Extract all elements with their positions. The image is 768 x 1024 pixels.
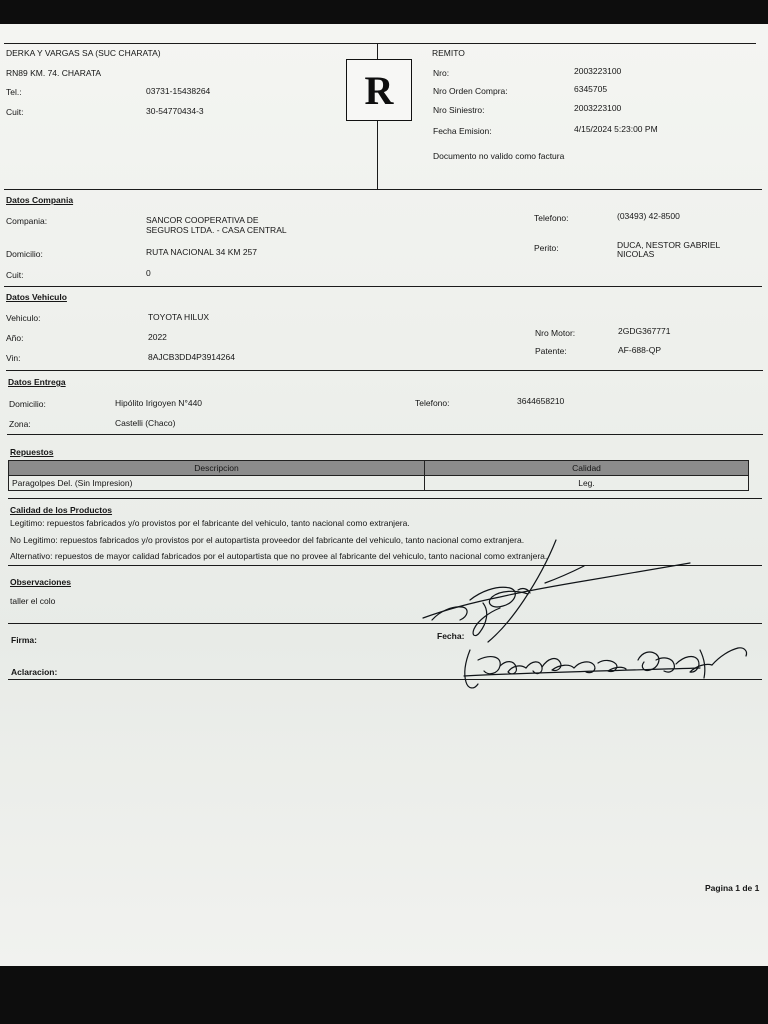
observaciones-text: taller el colo [10, 596, 56, 606]
remito-siniestro: 2003223100 [574, 103, 622, 113]
remito-siniestro-label: Nro Siniestro: [433, 105, 485, 115]
repuestos-section-title: Repuestos [10, 447, 54, 457]
vehiculo-patente-label: Patente: [535, 346, 567, 356]
repuesto-descripcion: Paragolpes Del. (Sin Impresion) [9, 476, 425, 490]
header-bottom-rule [4, 189, 762, 190]
issuer-tel: 03731-15438264 [146, 86, 211, 96]
firma-label: Firma: [11, 635, 37, 645]
vehiculo-motor-label: Nro Motor: [535, 328, 576, 338]
issuer-address: RN89 KM. 74. CHARATA [6, 68, 102, 78]
vehiculo-patente: AF-688-QP [618, 345, 661, 355]
entrega-telefono: 3644658210 [517, 396, 565, 406]
calidad-legitimo: Legitimo: repuestos fabricados y/o provistos por el fabricante del vehiculo, tanto nacional como extranjera. [10, 518, 410, 528]
vehiculo-motor: 2GDG367771 [618, 326, 671, 336]
compania-telefono-label: Telefono: [534, 213, 569, 223]
observaciones-section-title: Observaciones [10, 577, 71, 587]
remito-fecha: 4/15/2024 5:23:00 PM [574, 124, 658, 134]
compania-label: Compania: [6, 216, 48, 226]
table-row [9, 475, 748, 490]
entrega-bottom-rule [7, 434, 763, 435]
repuesto-calidad: Leg. [578, 478, 595, 488]
repuestos-bottom-rule [8, 498, 762, 499]
remito-note: Documento no valido como factura [433, 151, 565, 161]
remito-nro-label: Nro: [433, 68, 450, 78]
header-top-rule [4, 43, 756, 44]
vehiculo-anio-label: Año: [6, 333, 24, 343]
entrega-domicilio: Hipólito Irigoyen N°440 [115, 398, 203, 408]
vehiculo-section-title: Datos Vehiculo [6, 292, 67, 302]
vehiculo-bottom-rule [6, 370, 763, 371]
entrega-domicilio-label: Domicilio: [9, 399, 46, 409]
issuer-cuit-label: Cuit: [6, 107, 24, 117]
compania-perito-label: Perito: [534, 243, 559, 253]
remito-nro: 2003223100 [574, 66, 622, 76]
compania-domicilio-label: Domicilio: [6, 249, 43, 259]
remito-title: REMITO [432, 48, 465, 58]
compania-domicilio: RUTA NACIONAL 34 KM 257 [146, 247, 258, 257]
remito-fecha-label: Fecha Emision: [433, 126, 492, 136]
compania-telefono: (03493) 42-8500 [617, 211, 680, 221]
vehiculo-vin-label: Vin: [6, 353, 21, 363]
document-letter-box: R [346, 59, 412, 121]
calidad-bottom-rule [8, 565, 762, 566]
entrega-zona: Castelli (Chaco) [115, 418, 176, 428]
entrega-section-title: Datos Entrega [8, 377, 66, 387]
vehiculo-anio: 2022 [148, 332, 167, 342]
observaciones-bottom-rule [8, 623, 762, 624]
col-descripcion-header: Descripcion [9, 461, 425, 475]
compania-cuit-label: Cuit: [6, 270, 24, 280]
remito-orden-label: Nro Orden Compra: [433, 86, 508, 96]
compania-value: SANCOR COOPERATIVA DE SEGUROS LTDA. - CASA CENTRAL [146, 215, 287, 235]
aclaracion-label: Aclaracion: [11, 667, 58, 677]
issuer-cuit: 30-54770434-3 [146, 106, 204, 116]
compania-bottom-rule [4, 286, 762, 287]
remito-orden: 6345705 [574, 84, 608, 94]
calidad-no-legitimo: No Legitimo: repuestos fabricados y/o provistos por el autopartista proveedor del fabricante del vehiculo, tanto nacional como extranjera. [10, 535, 525, 545]
vehiculo-value: TOYOTA HILUX [148, 312, 210, 322]
calidad-section-title: Calidad de los Productos [10, 505, 113, 515]
compania-perito: DUCA, NESTOR GABRIEL NICOLAS [617, 240, 720, 259]
entrega-telefono-label: Telefono: [415, 398, 450, 408]
compania-cuit: 0 [146, 268, 151, 278]
fecha-label: Fecha: [437, 631, 465, 641]
issuer-name: DERKA Y VARGAS SA (SUC CHARATA) [6, 48, 161, 58]
document-page [0, 24, 768, 966]
repuestos-table [8, 460, 749, 491]
compania-section-title: Datos Compania [6, 195, 74, 205]
firma-bottom-rule [8, 679, 762, 680]
entrega-zona-label: Zona: [9, 419, 31, 429]
vehiculo-vin: 8AJCB3DD4P3914264 [148, 352, 235, 362]
issuer-tel-label: Tel.: [6, 87, 22, 97]
calidad-alternativo: Alternativo: repuestos de mayor calidad fabricados por el autopartista que no provee al fabricante del vehiculo, tanto nacional como extranjera. [10, 551, 548, 561]
col-calidad-header: Calidad [572, 463, 601, 473]
vehiculo-label: Vehiculo: [6, 313, 41, 323]
page-number: Pagina 1 de 1 [705, 883, 760, 893]
repuestos-table-header [9, 461, 748, 475]
